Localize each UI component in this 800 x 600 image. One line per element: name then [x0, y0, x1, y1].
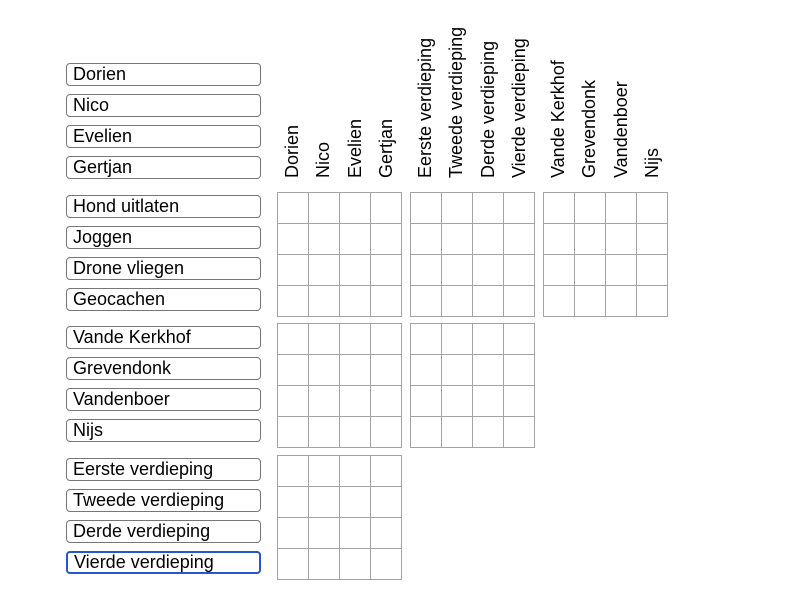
- grid-cell[interactable]: [606, 286, 637, 317]
- grid-cell[interactable]: [278, 549, 309, 580]
- grid-cell[interactable]: [504, 286, 535, 317]
- grid-cell[interactable]: [504, 255, 535, 286]
- grid-cell[interactable]: [340, 286, 371, 317]
- col-label-grevendonk: Grevendonk: [579, 79, 600, 178]
- row-label-drone-vliegen[interactable]: Drone vliegen: [66, 257, 261, 280]
- grid-cell[interactable]: [278, 224, 309, 255]
- grid-cell[interactable]: [473, 193, 504, 224]
- col-label-tweede-verdieping: Tweede verdieping: [446, 26, 467, 178]
- grid-cell[interactable]: [371, 549, 402, 580]
- row-label-vande-kerkhof[interactable]: Vande Kerkhof: [66, 326, 261, 349]
- grid-cell[interactable]: [411, 386, 442, 417]
- grid-cell[interactable]: [278, 355, 309, 386]
- grid-cell[interactable]: [637, 224, 668, 255]
- grid-cell[interactable]: [606, 255, 637, 286]
- grid-cell[interactable]: [371, 386, 402, 417]
- grid-cell[interactable]: [309, 487, 340, 518]
- row-label-geocachen[interactable]: Geocachen: [66, 288, 261, 311]
- grid-cell[interactable]: [278, 193, 309, 224]
- grid-cell[interactable]: [309, 355, 340, 386]
- grid-cell[interactable]: [340, 255, 371, 286]
- grid-cell[interactable]: [442, 324, 473, 355]
- grid-cell[interactable]: [575, 286, 606, 317]
- grid-cell[interactable]: [411, 355, 442, 386]
- grid-cell[interactable]: [309, 549, 340, 580]
- grid-cell[interactable]: [442, 224, 473, 255]
- grid-cell[interactable]: [411, 255, 442, 286]
- grid-cell[interactable]: [637, 286, 668, 317]
- grid-cell[interactable]: [371, 324, 402, 355]
- grid-cell[interactable]: [473, 286, 504, 317]
- row-label-nico[interactable]: Nico: [66, 94, 261, 117]
- grid-cell[interactable]: [340, 487, 371, 518]
- grid-activities-floors: [410, 192, 535, 317]
- grid-cell[interactable]: [309, 417, 340, 448]
- col-labels-surnames: [543, 18, 668, 178]
- grid-cell[interactable]: [371, 193, 402, 224]
- grid-surnames-floors: [410, 323, 535, 448]
- grid-cell[interactable]: [504, 324, 535, 355]
- grid-cell[interactable]: [442, 417, 473, 448]
- row-label-vandenboer[interactable]: Vandenboer: [66, 388, 261, 411]
- grid-cell[interactable]: [442, 286, 473, 317]
- col-label-derde-verdieping: Derde verdieping: [477, 40, 498, 178]
- grid-cell[interactable]: [278, 286, 309, 317]
- grid-cell[interactable]: [371, 518, 402, 549]
- grid-cell[interactable]: [504, 224, 535, 255]
- grid-cell[interactable]: [309, 193, 340, 224]
- row-labels-floors: [66, 458, 261, 582]
- col-label-nijs: Nijs: [641, 148, 662, 178]
- grid-cell[interactable]: [309, 456, 340, 487]
- grid-cell[interactable]: [504, 417, 535, 448]
- row-labels-activities: [66, 195, 261, 319]
- grid-cell[interactable]: [606, 193, 637, 224]
- grid-cell[interactable]: [340, 355, 371, 386]
- grid-cell[interactable]: [278, 518, 309, 549]
- grid-cell[interactable]: [575, 224, 606, 255]
- grid-cell[interactable]: [411, 417, 442, 448]
- row-labels-surnames: [66, 326, 261, 450]
- grid-cell[interactable]: [278, 386, 309, 417]
- grid-cell[interactable]: [340, 193, 371, 224]
- grid-cell[interactable]: [637, 255, 668, 286]
- grid-cell[interactable]: [473, 224, 504, 255]
- grid-cell[interactable]: [442, 193, 473, 224]
- row-label-eerste-verdieping[interactable]: Eerste verdieping: [66, 458, 261, 481]
- grid-cell[interactable]: [340, 456, 371, 487]
- grid-cell[interactable]: [309, 286, 340, 317]
- grid-cell[interactable]: [442, 355, 473, 386]
- grid-cell[interactable]: [544, 193, 575, 224]
- grid-cell[interactable]: [442, 386, 473, 417]
- grid-floors-names: [277, 455, 402, 580]
- col-labels-floors: [410, 18, 535, 178]
- col-label-vandenboer: Vandenboer: [610, 81, 631, 178]
- grid-cell[interactable]: [371, 487, 402, 518]
- row-label-gertjan[interactable]: Gertjan: [66, 156, 261, 179]
- grid-cell[interactable]: [309, 386, 340, 417]
- grid-cell[interactable]: [371, 255, 402, 286]
- grid-surnames-names: [277, 323, 402, 448]
- grid-cell[interactable]: [544, 255, 575, 286]
- grid-cell[interactable]: [340, 324, 371, 355]
- grid-cell[interactable]: [278, 417, 309, 448]
- row-label-derde-verdieping[interactable]: Derde verdieping: [66, 520, 261, 543]
- col-labels-names: [277, 18, 402, 178]
- grid-cell[interactable]: [606, 224, 637, 255]
- grid-cell[interactable]: [340, 417, 371, 448]
- col-label-gertjan: Gertjan: [375, 118, 396, 178]
- grid-cell[interactable]: [371, 417, 402, 448]
- grid-cell[interactable]: [371, 224, 402, 255]
- col-label-vande-kerkhof: Vande Kerkhof: [548, 60, 568, 178]
- grid-cell[interactable]: [473, 255, 504, 286]
- grid-cell[interactable]: [371, 286, 402, 317]
- grid-cell[interactable]: [278, 255, 309, 286]
- grid-cell[interactable]: [473, 324, 504, 355]
- grid-cell[interactable]: [575, 255, 606, 286]
- grid-cell[interactable]: [309, 224, 340, 255]
- grid-cell[interactable]: [340, 549, 371, 580]
- row-label-vierde-verdieping-focused[interactable]: Vierde verdieping: [66, 551, 261, 574]
- grid-cell[interactable]: [340, 518, 371, 549]
- grid-cell[interactable]: [637, 193, 668, 224]
- grid-cell[interactable]: [309, 324, 340, 355]
- grid-cell[interactable]: [473, 355, 504, 386]
- grid-cell[interactable]: [504, 193, 535, 224]
- grid-cell[interactable]: [411, 193, 442, 224]
- col-label-evelien: Evelien: [344, 118, 365, 178]
- col-label-dorien: Dorien: [282, 124, 302, 178]
- grid-cell[interactable]: [504, 386, 535, 417]
- row-label-joggen[interactable]: Joggen: [66, 226, 261, 249]
- grid-cell[interactable]: [278, 487, 309, 518]
- grid-cell[interactable]: [340, 386, 371, 417]
- grid-cell[interactable]: [309, 255, 340, 286]
- grid-activities-surnames: [543, 192, 668, 317]
- row-label-nijs[interactable]: Nijs: [66, 419, 261, 442]
- row-label-grevendonk[interactable]: Grevendonk: [66, 357, 261, 380]
- row-labels-names: [66, 63, 261, 187]
- row-label-dorien[interactable]: Dorien: [66, 63, 261, 86]
- grid-cell[interactable]: [371, 456, 402, 487]
- grid-cell[interactable]: [411, 286, 442, 317]
- grid-cell[interactable]: [442, 255, 473, 286]
- grid-cell[interactable]: [371, 355, 402, 386]
- grid-cell[interactable]: [473, 417, 504, 448]
- row-label-tweede-verdieping[interactable]: Tweede verdieping: [66, 489, 261, 512]
- col-label-eerste-verdieping: Eerste verdieping: [415, 37, 435, 178]
- grid-cell[interactable]: [340, 224, 371, 255]
- row-label-evelien[interactable]: Evelien: [66, 125, 261, 148]
- grid-cell[interactable]: [544, 286, 575, 317]
- grid-cell[interactable]: [309, 518, 340, 549]
- col-label-vierde-verdieping: Vierde verdieping: [508, 38, 529, 178]
- grid-cell[interactable]: [411, 224, 442, 255]
- grid-cell[interactable]: [278, 456, 309, 487]
- row-label-hond-uitlaten[interactable]: Hond uitlaten: [66, 195, 261, 218]
- grid-cell[interactable]: [411, 324, 442, 355]
- grid-cell[interactable]: [473, 386, 504, 417]
- grid-cell[interactable]: [278, 324, 309, 355]
- grid-cell[interactable]: [575, 193, 606, 224]
- col-label-nico: Nico: [313, 141, 334, 178]
- grid-cell[interactable]: [504, 355, 535, 386]
- grid-cell[interactable]: [544, 224, 575, 255]
- grid-activities-names: [277, 192, 402, 317]
